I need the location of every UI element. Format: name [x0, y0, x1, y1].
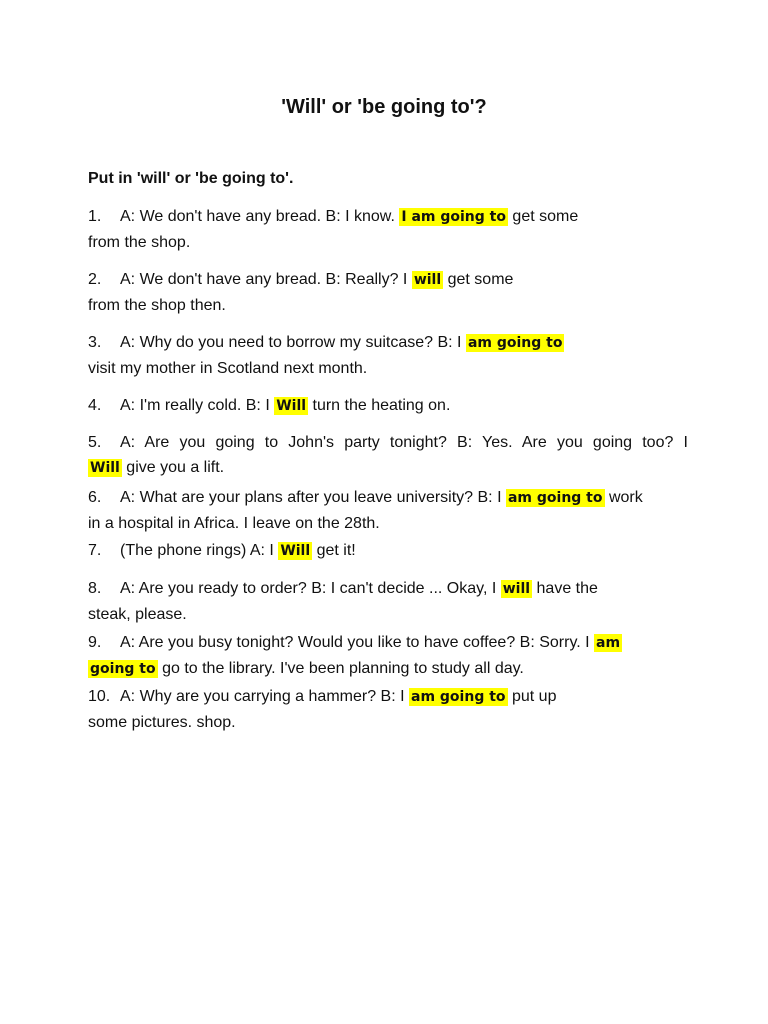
item-text: A: I'm really cold. B: I [120, 397, 275, 414]
exercise-item-8 [88, 576, 688, 627]
exercise-item-9 [88, 630, 688, 682]
item-number: 5. [88, 434, 102, 451]
answer-highlight: am [596, 635, 621, 651]
item-number: 7. [88, 542, 102, 559]
item-number: 6. [88, 489, 102, 506]
item-line-2: steak, please. [88, 606, 187, 623]
item-text: A: Are you busy tonight? Would you like to have coffee? B: Sorry. I [120, 634, 595, 651]
item-text: A: We don't have any bread. B: Really? I [120, 271, 412, 288]
answer-highlight: will [502, 581, 531, 597]
item-text: A: Why do you need to borrow my suitcase? B: I [120, 334, 466, 351]
item-line [88, 485, 688, 511]
exercise-item-2 [88, 267, 688, 318]
item-text: A: Are you going to John's party tonight? B: Yes. Are you going too? I [120, 434, 688, 451]
answer-highlight: am going to [411, 689, 506, 705]
answer-highlight: will [413, 272, 442, 288]
item-number: 10. [88, 688, 111, 705]
item-number: 1. [88, 208, 102, 225]
item-text: A: Are you ready to order? B: I can't decide ... Okay, I [120, 580, 501, 597]
item-line [88, 393, 688, 419]
item-text: put up [507, 688, 557, 705]
answer-highlight: Will [276, 398, 307, 414]
item-text: turn the heating on. [308, 397, 451, 414]
answer-highlight: Will [280, 543, 311, 559]
item-number: 9. [88, 634, 102, 651]
item-line-2: from the shop. [88, 234, 191, 251]
item-text: work [604, 489, 643, 506]
item-line-2 [88, 656, 688, 682]
exercise-item-1 [88, 204, 688, 255]
item-text: A: What are your plans after you leave university? B: I [120, 489, 506, 506]
answer-highlight: I am going to [401, 209, 506, 225]
item-line-2: in a hospital in Africa. I leave on the 28th. [88, 515, 380, 532]
item-line-2: visit my mother in Scotland next month. [88, 360, 368, 377]
item-line [88, 630, 688, 656]
item-text: (The phone rings) A: I [120, 542, 279, 559]
item-line [88, 576, 688, 602]
answer-highlight: Will [90, 460, 120, 476]
exercise-item-4 [88, 393, 688, 419]
item-text: give you a lift. [121, 459, 225, 476]
item-line-2: from the shop then. [88, 297, 226, 314]
exercise-item-3 [88, 330, 688, 381]
instruction-text: Put in 'will' or 'be going to'. [88, 170, 294, 187]
item-text: have the [532, 580, 598, 597]
item-number: 2. [88, 271, 102, 288]
item-text: A: We don't have any bread. B: I know. [120, 208, 400, 225]
item-line [88, 267, 688, 293]
answer-highlight: going to [90, 661, 156, 677]
item-text: get it! [312, 542, 356, 559]
item-line-2 [88, 455, 688, 481]
item-number: 3. [88, 334, 102, 351]
item-line [88, 330, 688, 356]
item-text: get some [507, 208, 579, 225]
page-title: 'Will' or 'be going to'? [281, 96, 487, 118]
item-text: A: Why are you carrying a hammer? B: I [120, 688, 409, 705]
exercise-item-6 [88, 485, 688, 536]
exercise-item-7 [88, 538, 688, 564]
item-text: get some [443, 271, 514, 288]
item-line [88, 538, 688, 564]
item-line-2: some pictures. shop. [88, 714, 236, 731]
exercise-item-5 [88, 430, 688, 481]
item-line [88, 430, 688, 455]
item-text: go to the library. I've been planning to study all day. [157, 660, 524, 677]
item-line [88, 204, 688, 230]
answer-highlight: am going to [507, 490, 603, 506]
item-number: 8. [88, 580, 102, 597]
exercise-item-10 [88, 684, 688, 735]
item-line [88, 684, 688, 710]
answer-highlight: am going to [467, 335, 563, 351]
item-number: 4. [88, 397, 102, 414]
